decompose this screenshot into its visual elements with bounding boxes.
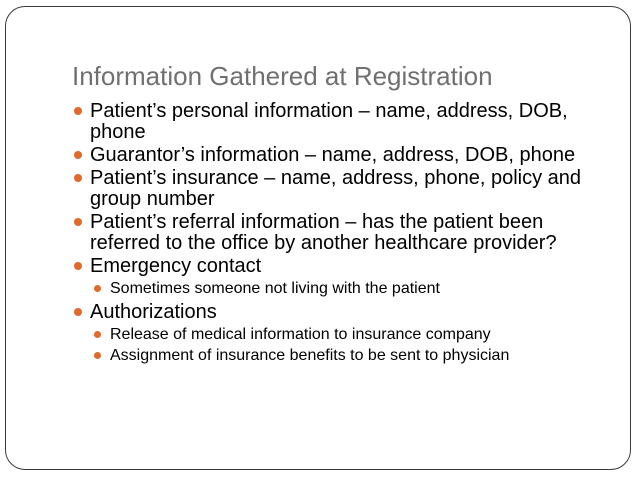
sub-bullet: Release of medical information to insurance company (90, 324, 612, 345)
bullet-emergency-contact (72, 256, 612, 299)
bullet-text: Patient’s insurance – name, address, phone, policy and group number (90, 167, 582, 210)
bullet-text: Patient’s referral information – has the patient been referred to the office by another healthcare provider? (90, 211, 557, 254)
bullet-text: Authorizations (90, 301, 217, 323)
bullet-list (72, 101, 612, 369)
bullet-referral-info (72, 212, 612, 254)
sub-bullet: Assignment of insurance benefits to be sent to physician (90, 345, 612, 366)
bullet-insurance (72, 168, 612, 210)
sub-bullet: Sometimes someone not living with the patient (90, 278, 612, 299)
bullet-guarantor-info (72, 145, 612, 166)
slide-title: Information Gathered at Registration (72, 61, 493, 91)
bullet-text: Emergency contact (90, 255, 262, 277)
bullet-text: Guarantor’s information – name, address, DOB, phone (90, 144, 576, 166)
sub-list (90, 278, 612, 299)
sub-list (90, 324, 612, 366)
bullet-personal-info (72, 101, 612, 143)
bullet-text: Patient’s personal information – name, address, DOB, phone (90, 100, 568, 143)
bullet-authorizations (72, 302, 612, 366)
